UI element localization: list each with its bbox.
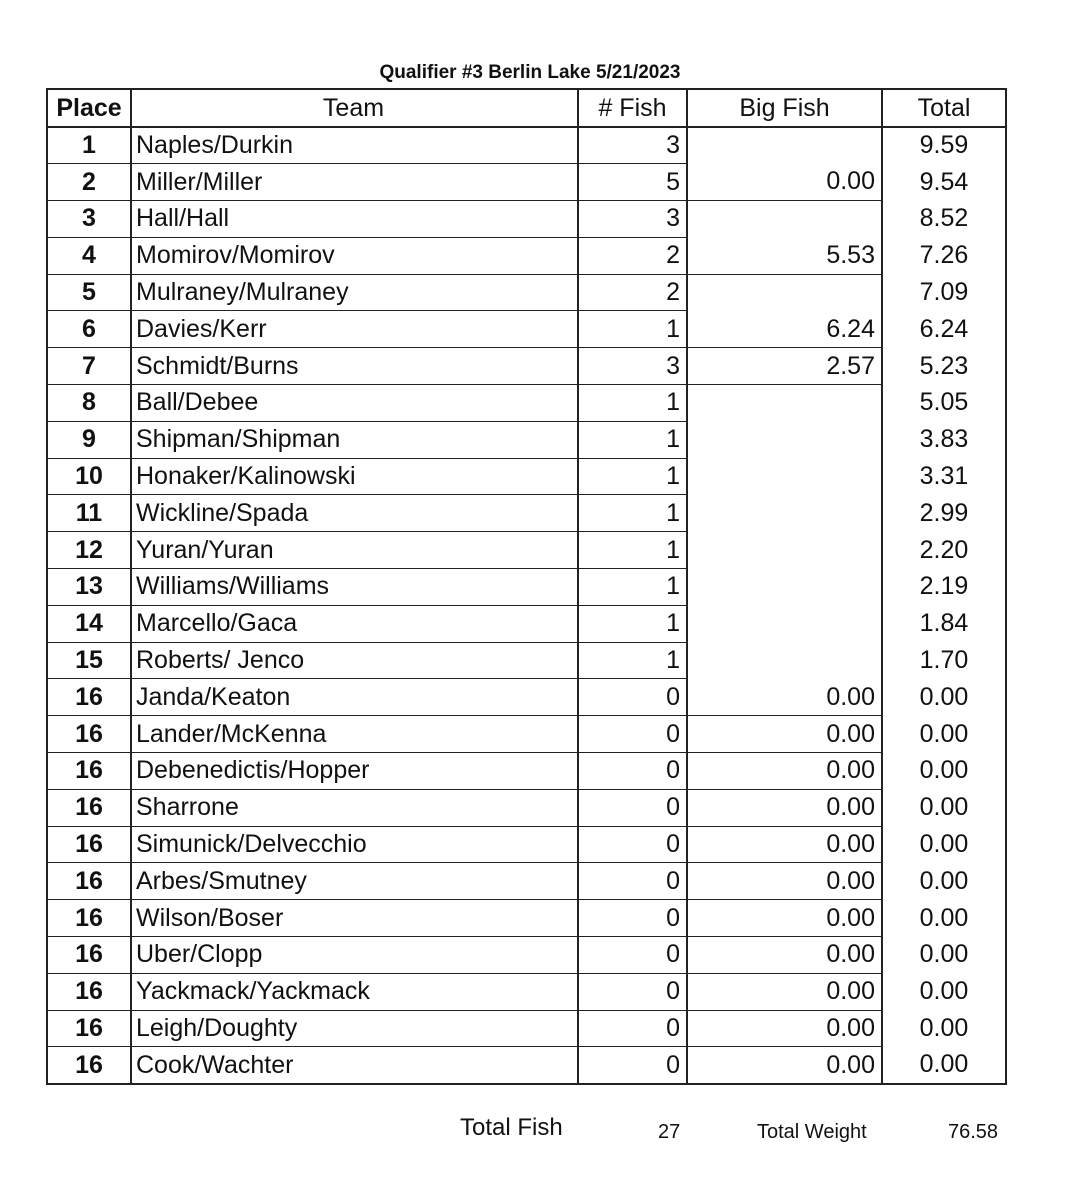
place-cell: 16 bbox=[47, 789, 131, 826]
table-row bbox=[47, 274, 1006, 311]
total-cell: 0.00 bbox=[882, 973, 1006, 1010]
team-cell: Schmidt/Burns bbox=[131, 348, 578, 385]
table-row bbox=[47, 1047, 1006, 1084]
page-title: Qualifier #3 Berlin Lake 5/21/2023 bbox=[379, 62, 681, 83]
big-fish-cell: 0.00 bbox=[687, 789, 882, 826]
big-fish-cell: 0.00 bbox=[687, 900, 882, 937]
big-fish-cell bbox=[687, 421, 882, 458]
fish-count-cell: 2 bbox=[578, 274, 687, 311]
place-cell: 11 bbox=[47, 495, 131, 532]
big-fish-cell bbox=[687, 127, 882, 164]
big-fish-cell: 0.00 bbox=[687, 679, 882, 716]
table-row bbox=[47, 458, 1006, 495]
team-cell: Roberts/ Jenco bbox=[131, 642, 578, 679]
total-cell: 8.52 bbox=[882, 201, 1006, 238]
header-fish: # Fish bbox=[578, 89, 687, 127]
header-total: Total bbox=[882, 89, 1006, 127]
total-cell: 3.83 bbox=[882, 421, 1006, 458]
big-fish-cell bbox=[687, 569, 882, 606]
total-cell: 7.09 bbox=[882, 274, 1006, 311]
fish-count-cell: 2 bbox=[578, 237, 687, 274]
fish-count-cell: 0 bbox=[578, 753, 687, 790]
fish-count-cell: 0 bbox=[578, 973, 687, 1010]
total-cell: 0.00 bbox=[882, 900, 1006, 937]
fish-count-cell: 3 bbox=[578, 201, 687, 238]
table-row bbox=[47, 569, 1006, 606]
total-cell: 0.00 bbox=[882, 753, 1006, 790]
place-cell: 16 bbox=[47, 937, 131, 974]
table-row bbox=[47, 826, 1006, 863]
team-cell: Uber/Clopp bbox=[131, 937, 578, 974]
place-cell: 16 bbox=[47, 863, 131, 900]
team-cell: Yackmack/Yackmack bbox=[131, 973, 578, 1010]
fish-count-cell: 1 bbox=[578, 385, 687, 422]
fish-count-cell: 0 bbox=[578, 937, 687, 974]
place-cell: 16 bbox=[47, 716, 131, 753]
big-fish-cell bbox=[687, 201, 882, 238]
fish-count-cell: 0 bbox=[578, 1010, 687, 1047]
team-cell: Wilson/Boser bbox=[131, 900, 578, 937]
table-row bbox=[47, 495, 1006, 532]
fish-count-cell: 1 bbox=[578, 532, 687, 569]
total-cell: 0.00 bbox=[882, 679, 1006, 716]
total-cell: 6.24 bbox=[882, 311, 1006, 348]
table-row bbox=[47, 348, 1006, 385]
table-row bbox=[47, 973, 1006, 1010]
table-row bbox=[47, 421, 1006, 458]
table-body bbox=[47, 127, 1006, 1084]
place-cell: 10 bbox=[47, 458, 131, 495]
place-cell: 12 bbox=[47, 532, 131, 569]
table-row bbox=[47, 164, 1006, 201]
big-fish-cell: 0.00 bbox=[687, 716, 882, 753]
fish-count-cell: 1 bbox=[578, 605, 687, 642]
fish-count-cell: 0 bbox=[578, 789, 687, 826]
fish-count-cell: 1 bbox=[578, 569, 687, 606]
big-fish-cell: 5.53 bbox=[687, 237, 882, 274]
team-cell: Debenedictis/Hopper bbox=[131, 753, 578, 790]
total-cell: 7.26 bbox=[882, 237, 1006, 274]
place-cell: 13 bbox=[47, 569, 131, 606]
big-fish-cell: 0.00 bbox=[687, 973, 882, 1010]
total-fish-label: Total Fish bbox=[460, 1114, 563, 1141]
big-fish-cell: 6.24 bbox=[687, 311, 882, 348]
team-cell: Miller/Miller bbox=[131, 164, 578, 201]
total-cell: 1.84 bbox=[882, 605, 1006, 642]
team-cell: Marcello/Gaca bbox=[131, 605, 578, 642]
place-cell: 3 bbox=[47, 201, 131, 238]
big-fish-cell: 0.00 bbox=[687, 1010, 882, 1047]
fish-count-cell: 1 bbox=[578, 311, 687, 348]
team-cell: Arbes/Smutney bbox=[131, 863, 578, 900]
results-table bbox=[46, 88, 1007, 1085]
header-big-fish: Big Fish bbox=[687, 89, 882, 127]
fish-count-cell: 5 bbox=[578, 164, 687, 201]
fish-count-cell: 1 bbox=[578, 458, 687, 495]
table-row bbox=[47, 716, 1006, 753]
place-cell: 16 bbox=[47, 1047, 131, 1084]
big-fish-cell bbox=[687, 274, 882, 311]
total-cell: 0.00 bbox=[882, 826, 1006, 863]
table-row bbox=[47, 679, 1006, 716]
total-cell: 0.00 bbox=[882, 1047, 1006, 1084]
team-cell: Lander/McKenna bbox=[131, 716, 578, 753]
big-fish-cell bbox=[687, 495, 882, 532]
team-cell: Naples/Durkin bbox=[131, 127, 578, 164]
big-fish-cell: 0.00 bbox=[687, 863, 882, 900]
place-cell: 16 bbox=[47, 753, 131, 790]
total-cell: 5.05 bbox=[882, 385, 1006, 422]
table-row bbox=[47, 605, 1006, 642]
total-cell: 0.00 bbox=[882, 863, 1006, 900]
total-weight-value: 76.58 bbox=[948, 1121, 999, 1143]
big-fish-cell bbox=[687, 532, 882, 569]
table-row bbox=[47, 789, 1006, 826]
total-cell: 3.31 bbox=[882, 458, 1006, 495]
header-team: Team bbox=[131, 89, 578, 127]
table-row bbox=[47, 127, 1006, 164]
big-fish-cell: 2.57 bbox=[687, 348, 882, 385]
total-cell: 2.99 bbox=[882, 495, 1006, 532]
place-cell: 6 bbox=[47, 311, 131, 348]
table-row bbox=[47, 753, 1006, 790]
fish-count-cell: 0 bbox=[578, 1047, 687, 1084]
table-row bbox=[47, 237, 1006, 274]
place-cell: 16 bbox=[47, 900, 131, 937]
fish-count-cell: 1 bbox=[578, 642, 687, 679]
place-cell: 14 bbox=[47, 605, 131, 642]
table-row bbox=[47, 385, 1006, 422]
team-cell: Simunick/Delvecchio bbox=[131, 826, 578, 863]
fish-count-cell: 0 bbox=[578, 863, 687, 900]
total-cell: 0.00 bbox=[882, 937, 1006, 974]
team-cell: Williams/Williams bbox=[131, 569, 578, 606]
team-cell: Mulraney/Mulraney bbox=[131, 274, 578, 311]
total-cell: 9.59 bbox=[882, 127, 1006, 164]
big-fish-cell: 0.00 bbox=[687, 937, 882, 974]
total-cell: 2.19 bbox=[882, 569, 1006, 606]
place-cell: 5 bbox=[47, 274, 131, 311]
big-fish-cell: 0.00 bbox=[687, 826, 882, 863]
fish-count-cell: 1 bbox=[578, 495, 687, 532]
total-cell: 9.54 bbox=[882, 164, 1006, 201]
place-cell: 16 bbox=[47, 826, 131, 863]
total-cell: 2.20 bbox=[882, 532, 1006, 569]
fish-count-cell: 0 bbox=[578, 826, 687, 863]
team-cell: Ball/Debee bbox=[131, 385, 578, 422]
fish-count-cell: 3 bbox=[578, 348, 687, 385]
total-weight-label: Total Weight bbox=[757, 1121, 867, 1143]
header-place: Place bbox=[47, 89, 131, 127]
team-cell: Janda/Keaton bbox=[131, 679, 578, 716]
fish-count-cell: 1 bbox=[578, 421, 687, 458]
total-cell: 0.00 bbox=[882, 789, 1006, 826]
fish-count-cell: 0 bbox=[578, 679, 687, 716]
big-fish-cell: 0.00 bbox=[687, 164, 882, 201]
total-cell: 0.00 bbox=[882, 1010, 1006, 1047]
place-cell: 16 bbox=[47, 973, 131, 1010]
place-cell: 1 bbox=[47, 127, 131, 164]
big-fish-cell bbox=[687, 385, 882, 422]
team-cell: Hall/Hall bbox=[131, 201, 578, 238]
total-cell: 5.23 bbox=[882, 348, 1006, 385]
team-cell: Leigh/Doughty bbox=[131, 1010, 578, 1047]
total-cell: 0.00 bbox=[882, 716, 1006, 753]
team-cell: Cook/Wachter bbox=[131, 1047, 578, 1084]
place-cell: 15 bbox=[47, 642, 131, 679]
fish-count-cell: 0 bbox=[578, 716, 687, 753]
table-row bbox=[47, 937, 1006, 974]
place-cell: 8 bbox=[47, 385, 131, 422]
total-cell: 1.70 bbox=[882, 642, 1006, 679]
place-cell: 16 bbox=[47, 679, 131, 716]
big-fish-cell: 0.00 bbox=[687, 753, 882, 790]
table-row bbox=[47, 532, 1006, 569]
table-row bbox=[47, 900, 1006, 937]
place-cell: 2 bbox=[47, 164, 131, 201]
team-cell: Yuran/Yuran bbox=[131, 532, 578, 569]
team-cell: Sharrone bbox=[131, 789, 578, 826]
table-row bbox=[47, 201, 1006, 238]
team-cell: Shipman/Shipman bbox=[131, 421, 578, 458]
header-row bbox=[47, 89, 1006, 127]
big-fish-cell bbox=[687, 642, 882, 679]
table-row bbox=[47, 642, 1006, 679]
place-cell: 7 bbox=[47, 348, 131, 385]
big-fish-cell: 0.00 bbox=[687, 1047, 882, 1084]
table-row bbox=[47, 863, 1006, 900]
fish-count-cell: 3 bbox=[578, 127, 687, 164]
total-fish-value: 27 bbox=[658, 1121, 681, 1143]
place-cell: 9 bbox=[47, 421, 131, 458]
team-cell: Wickline/Spada bbox=[131, 495, 578, 532]
team-cell: Honaker/Kalinowski bbox=[131, 458, 578, 495]
table-row bbox=[47, 1010, 1006, 1047]
place-cell: 4 bbox=[47, 237, 131, 274]
big-fish-cell bbox=[687, 458, 882, 495]
team-cell: Momirov/Momirov bbox=[131, 237, 578, 274]
table-row bbox=[47, 311, 1006, 348]
team-cell: Davies/Kerr bbox=[131, 311, 578, 348]
fish-count-cell: 0 bbox=[578, 900, 687, 937]
place-cell: 16 bbox=[47, 1010, 131, 1047]
big-fish-cell bbox=[687, 605, 882, 642]
